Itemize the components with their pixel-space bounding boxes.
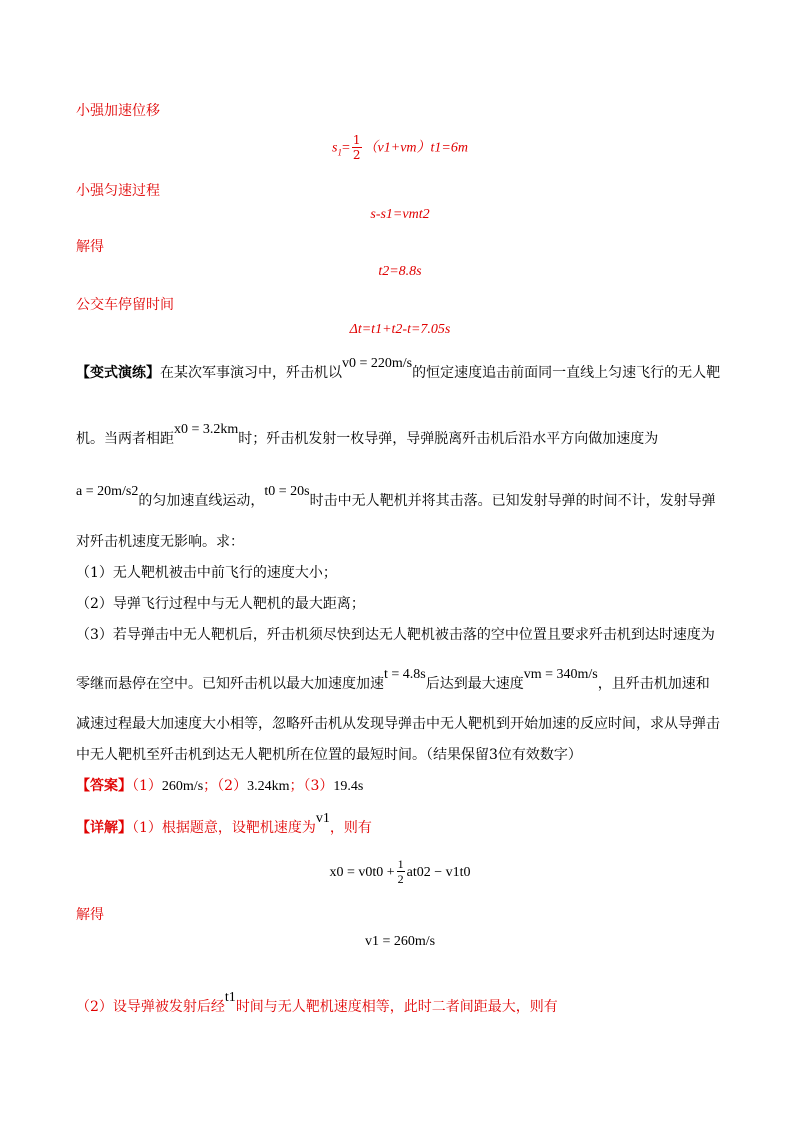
detail-line-2 xyxy=(76,990,558,1016)
problem-line-1 xyxy=(76,356,721,382)
equation-part: at02 − v1t0 xyxy=(406,864,471,880)
problem-tag: 【变式演练】 xyxy=(76,365,160,381)
answer-3: 19.4s xyxy=(333,779,364,794)
formula-t: t = 4.8s xyxy=(384,667,426,682)
question-3-line-3: 减速过程最大加速度大小相等，忽略歼击机从发现导弹击中无人靶机到开始加速的反应时间，求从导弹击 xyxy=(76,716,720,732)
label-solve-2: 解得 xyxy=(76,907,104,923)
answer-line xyxy=(76,775,363,795)
answer-label: ；（3） xyxy=(289,778,334,794)
problem-text: 后达到最大速度 xyxy=(425,676,524,692)
equation-delta-t: Δt=t1+t2-t=7.05s xyxy=(349,322,451,337)
answer-tag: 【答案】 xyxy=(76,778,132,794)
question-3-line-4: 中无人靶机至歼击机到达无人靶机所在位置的最短时间。（结果保留3位有效数字） xyxy=(76,747,582,763)
label-solve: 解得 xyxy=(76,239,104,255)
problem-text: 的恒定速度追击前面同一直线上匀速飞行的无人靶 xyxy=(412,365,721,381)
equation-s1: $s_1=$ $\frac{1}{2}$ （v1+vm）t1=6m xyxy=(332,133,468,162)
equation-part: x0 = v0t0 + xyxy=(329,864,395,880)
answer-2: 3.24km xyxy=(247,779,290,794)
label-bus-stop-time: 公交车停留时间 xyxy=(76,297,174,313)
label-uniform-process: 小强匀速过程 xyxy=(76,183,160,199)
answer-1: 260m/s xyxy=(161,779,204,794)
answer-label: ；（2） xyxy=(203,778,248,794)
equation-s-minus-s1: s-s1=vmt2 xyxy=(370,207,430,222)
formula-vm: vm = 340m/s xyxy=(523,667,598,682)
question-1: （1）无人靶机被击中前飞行的速度大小； xyxy=(76,565,337,581)
equation-v1-result xyxy=(0,933,800,950)
problem-text: 的匀加速直线运动， xyxy=(138,493,265,509)
answer-label: （1） xyxy=(132,778,162,794)
equation-t2: t2=8.8s xyxy=(378,264,422,279)
equation-part: v1 = 260m/s xyxy=(364,934,436,949)
question-3-line-1: （3）若导弹击中无人靶机后，歼击机须尽快到达无人靶机被击落的空中位置且要求歼击机到达时速度为 xyxy=(76,627,715,643)
detail-text: 时间与无人靶机速度相等，此时二者间距最大，则有 xyxy=(235,999,558,1015)
detail-line-1 xyxy=(76,811,372,837)
problem-line-4: 对歼击机速度无影响。求： xyxy=(76,534,244,550)
equation-x0: x0 = v0t0 + $\frac{1}{2}$ at02 − v1t0 xyxy=(329,857,471,886)
formula-v0: v0 = 220m/s xyxy=(342,356,413,371)
formula-t0: t0 = 20s xyxy=(264,484,310,499)
detail-tag: 【详解】 xyxy=(76,820,132,836)
detail-text: ，则有 xyxy=(329,820,372,836)
formula-x0: x0 = 3.2km xyxy=(174,422,239,437)
question-3-line-2 xyxy=(76,667,710,693)
problem-line-3 xyxy=(76,484,716,510)
formula-a: a = 20m/s2 xyxy=(76,484,139,499)
detail-text: （1）根据题意，设靶机速度为 xyxy=(132,820,316,836)
label-accel-displacement: 小强加速位移 xyxy=(76,103,160,119)
formula-v1: v1 xyxy=(315,811,330,826)
problem-text: ，且歼击机加速和 xyxy=(597,676,710,692)
detail-text: （2）设导弹被发射后经 xyxy=(76,999,225,1015)
formula-t1: t1 xyxy=(224,990,236,1005)
problem-text: 零继而悬停在空中。已知歼击机以最大加速度加速 xyxy=(76,676,384,692)
problem-text: 在某次军事演习中，歼击机以 xyxy=(160,365,342,381)
problem-text: 时；歼击机发射一枚导弹，导弹脱离歼击机后沿水平方向做加速度为 xyxy=(238,431,659,447)
question-2: （2）导弹飞行过程中与无人靶机的最大距离； xyxy=(76,596,365,612)
problem-text: 时击中无人靶机并将其击落。已知发射导弹的时间不计，发射导弹 xyxy=(309,493,716,509)
problem-text: 机。当两者相距 xyxy=(76,431,174,447)
problem-line-2 xyxy=(76,422,659,448)
